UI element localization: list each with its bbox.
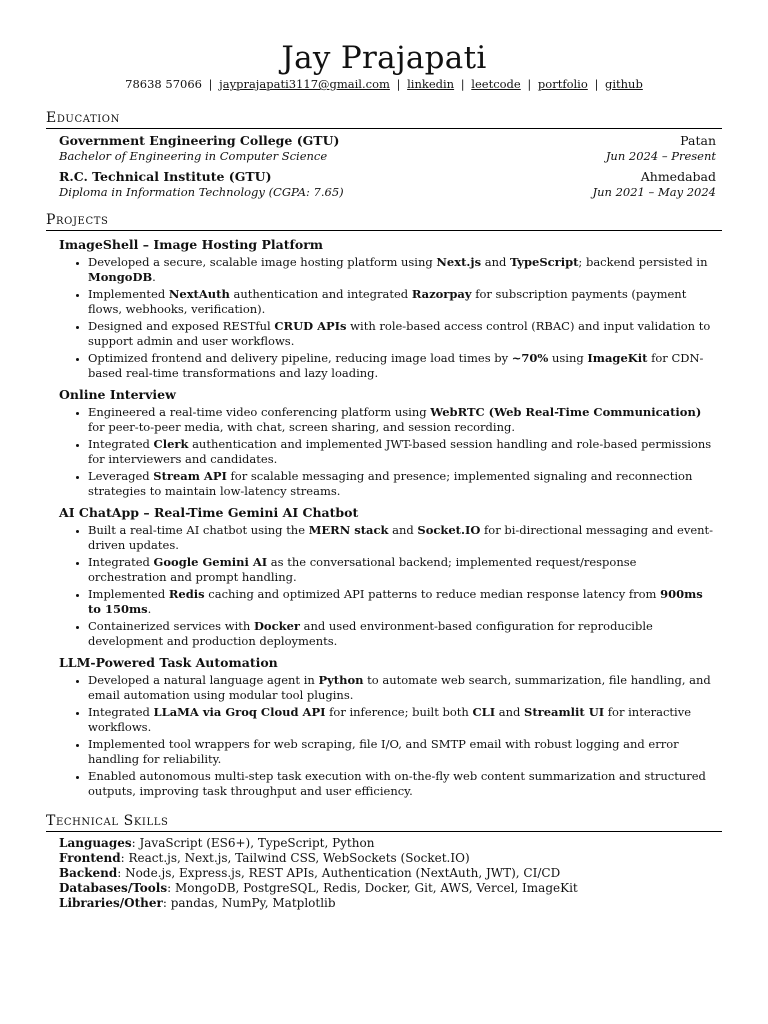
education-dates: Jun 2021 – May 2024 <box>592 185 716 199</box>
bullet-list <box>59 523 716 649</box>
skill-values: JavaScript (ES6+), TypeScript, Python <box>139 836 375 850</box>
degree: Bachelor of Engineering in Computer Science <box>59 149 328 163</box>
school-name: R.C. Technical Institute (GTU) <box>59 169 272 184</box>
bullet-text: and used environment-based configuration for reproducible development and production deployments. <box>88 619 653 648</box>
skill-values: React.js, Next.js, Tailwind CSS, WebSockets (Socket.IO) <box>128 851 470 865</box>
bullet-text: for CDN-based real-time transformations and lazy loading. <box>88 351 704 380</box>
bullet-emphasis: CRUD APIs <box>274 319 347 333</box>
bullet-text: Designed and exposed RESTful <box>88 319 275 333</box>
separator: | <box>594 77 599 91</box>
project-entry <box>46 237 722 381</box>
bullet-emphasis: TypeScript <box>510 255 579 269</box>
education-entry <box>46 133 722 164</box>
bullet-item <box>88 319 716 349</box>
linkedin-link[interactable]: linkedin <box>407 77 455 91</box>
school-location: Ahmedabad <box>640 169 716 184</box>
bullet-item <box>88 555 716 585</box>
bullet-text: for bi-directional messaging and event-driven updates. <box>88 523 714 552</box>
bullet-text: Optimized frontend and delivery pipeline, reducing image load times by <box>88 351 512 365</box>
separator: | <box>396 77 401 91</box>
leetcode-link[interactable]: leetcode <box>471 77 521 91</box>
bullet-emphasis: WebRTC (Web Real-Time Communication) <box>430 405 702 419</box>
bullet-text: Engineered a real-time video conferencing platform using <box>88 405 431 419</box>
bullet-item <box>88 287 716 317</box>
bullet-emphasis: ~70% <box>511 351 549 365</box>
separator: | <box>527 77 532 91</box>
bullet-text: and <box>495 705 525 719</box>
bullet-item <box>88 737 716 767</box>
bullet-item <box>88 437 716 467</box>
bullet-text: Integrated <box>88 555 154 569</box>
bullet-text: Built a real-time AI chatbot using the <box>88 523 309 537</box>
bullet-text: for subscription payments (payment flows, webhooks, verification). <box>88 287 687 316</box>
bullet-list <box>59 673 716 799</box>
bullet-list <box>59 405 716 499</box>
bullet-text: Integrated <box>88 705 154 719</box>
bullet-emphasis: MongoDB <box>88 270 153 284</box>
bullet-text: as the conversational backend; implemented request/response orchestration and prompt handling. <box>88 555 637 584</box>
bullet-emphasis: Docker <box>253 619 300 633</box>
separator: | <box>460 77 465 91</box>
bullet-text: for peer-to-peer media, with chat, screen sharing, and session recording. <box>88 420 516 434</box>
candidate-name: Jay Prajapati <box>281 40 487 76</box>
skill-category: Libraries/Other <box>59 896 163 910</box>
bullet-item <box>88 351 716 381</box>
section-title-education: Education <box>46 110 722 129</box>
bullet-text: Integrated <box>88 437 154 451</box>
bullet-emphasis: Python <box>318 673 364 687</box>
skill-category: Backend <box>59 866 118 880</box>
bullet-emphasis: ImageKit <box>587 351 648 365</box>
github-link[interactable]: github <box>604 77 643 91</box>
project-title: ImageShell – Image Hosting Platform <box>59 237 324 252</box>
bullet-text: Containerized services with <box>88 619 254 633</box>
degree: Diploma in Information Technology (CGPA: 7.65) <box>59 185 344 199</box>
bullet-text: ; backend persisted in <box>578 255 708 269</box>
skill-category: Databases/Tools <box>59 881 168 895</box>
bullet-emphasis: Streamlit UI <box>524 705 605 719</box>
bullet-emphasis: MERN stack <box>308 523 389 537</box>
project-title: LLM-Powered Task Automation <box>59 655 278 670</box>
project-entry <box>46 505 722 649</box>
bullet-text: to automate web search, summarization, file handling, and email automation using modular tool plugins. <box>88 673 711 702</box>
bullet-list <box>59 255 716 381</box>
project-entry <box>46 655 722 799</box>
bullet-item <box>88 673 716 703</box>
bullet-emphasis: Razorpay <box>411 287 472 301</box>
bullet-text: and <box>388 523 418 537</box>
bullet-text: caching and optimized API patterns to reduce median response latency from <box>204 587 661 601</box>
skill-row: Libraries/Other: pandas, NumPy, Matplotlib <box>59 896 336 910</box>
bullet-emphasis: NextAuth <box>168 287 230 301</box>
bullet-emphasis: Next.js <box>436 255 482 269</box>
skill-category: Frontend <box>59 851 121 865</box>
bullet-text: for interactive workflows. <box>88 705 692 734</box>
bullet-emphasis: Google Gemini AI <box>153 555 268 569</box>
skill-values: pandas, NumPy, Matplotlib <box>170 896 336 910</box>
bullet-emphasis: Redis <box>168 587 205 601</box>
project-entry <box>46 387 722 499</box>
bullet-item <box>88 619 716 649</box>
bullet-text: authentication and integrated <box>229 287 412 301</box>
bullet-text: Implemented tool wrappers for web scraping, file I/O, and SMTP email with robust logging and error handling for reliability. <box>88 737 679 766</box>
project-title: AI ChatApp – Real-Time Gemini AI Chatbot <box>59 505 359 520</box>
skill-row: Databases/Tools: MongoDB, PostgreSQL, Redis, Docker, Git, AWS, Vercel, ImageKit <box>59 881 578 895</box>
skill-row: Backend: Node.js, Express.js, REST APIs, Authentication (NextAuth, JWT), CI/CD <box>59 866 561 880</box>
education-dates: Jun 2024 – Present <box>605 149 716 163</box>
bullet-text: using <box>548 351 588 365</box>
phone-number: 78638 57066 <box>125 77 202 91</box>
section-title-projects: Projects <box>46 212 722 231</box>
bullet-item <box>88 587 716 617</box>
projects-list <box>46 237 722 799</box>
skill-row: Languages: JavaScript (ES6+), TypeScript, Python <box>59 836 375 850</box>
bullet-emphasis: Stream API <box>153 469 227 483</box>
bullet-emphasis: 900ms to 150ms <box>88 587 703 616</box>
bullet-text: for inference; built both <box>325 705 473 719</box>
school-name: Government Engineering College (GTU) <box>59 133 340 148</box>
bullet-item <box>88 769 716 799</box>
bullet-text: Developed a natural language agent in <box>88 673 319 687</box>
skills-list <box>46 836 722 911</box>
bullet-item <box>88 405 716 435</box>
bullet-emphasis: CLI <box>472 705 496 719</box>
education-entry <box>46 169 722 200</box>
bullet-text: . <box>152 270 156 284</box>
email-link[interactable]: jayprajapati3117@gmail.com <box>219 77 390 91</box>
skill-category: Languages <box>59 836 132 850</box>
bullet-text: authentication and implemented JWT-based session handling and role-based permissions for interviewers and candidates. <box>88 437 712 466</box>
portfolio-link[interactable]: portfolio <box>537 77 588 91</box>
bullet-emphasis: Socket.IO <box>417 523 481 537</box>
contact-line <box>46 77 722 92</box>
bullet-item <box>88 523 716 553</box>
project-title: Online Interview <box>59 387 176 402</box>
bullet-text: Developed a secure, scalable image hosting platform using <box>88 255 437 269</box>
bullet-text: Enabled autonomous multi-step task execution with on-the-fly web content summarization and structured outputs, improving task throughput and user efficiency. <box>88 769 706 798</box>
skill-values: Node.js, Express.js, REST APIs, Authentication (NextAuth, JWT), CI/CD <box>125 866 561 880</box>
bullet-emphasis: Clerk <box>153 437 189 451</box>
bullet-text: for scalable messaging and presence; implemented signaling and reconnection strategies to maintain low-latency streams. <box>88 469 693 498</box>
bullet-text: . <box>147 602 152 616</box>
bullet-item <box>88 255 716 285</box>
skill-values: MongoDB, PostgreSQL, Redis, Docker, Git, AWS, Vercel, ImageKit <box>174 881 578 895</box>
bullet-item <box>88 705 716 735</box>
bullet-text: with role-based access control (RBAC) and input validation to support admin and user workflows. <box>88 319 711 348</box>
bullet-item <box>88 469 716 499</box>
bullet-text: Leveraged <box>88 469 154 483</box>
bullet-text: and <box>481 255 510 269</box>
bullet-text: Implemented <box>88 587 169 601</box>
school-location: Patan <box>680 133 716 148</box>
separator: | <box>208 77 213 91</box>
section-title-skills: Technical Skills <box>46 813 722 832</box>
skill-row: Frontend: React.js, Next.js, Tailwind CSS, WebSockets (Socket.IO) <box>59 851 470 865</box>
bullet-text: Implemented <box>88 287 169 301</box>
bullet-emphasis: LLaMA via Groq Cloud API <box>153 705 326 719</box>
